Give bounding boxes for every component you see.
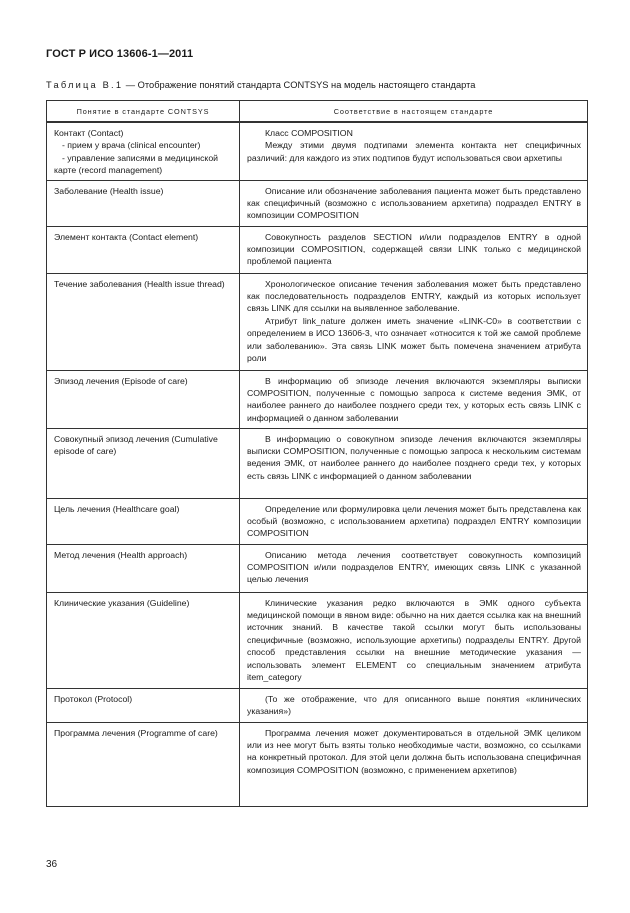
concept-cell: [47, 180, 240, 226]
concept-subitem: - управление записями в медицинской карте (record management): [54, 152, 219, 176]
concept-text: Совокупный эпизод лечения (Cumulative episode of care): [54, 433, 218, 457]
mapping-paragraph: Атрибут link_nature должен иметь значение «LINK-C0» в соответствии с определением в ИСО 13606-3, что означает «относится к той же самой проблеме или заболеванию». Эта связь LINK может быть помечена значением атрибута роли: [247, 315, 581, 364]
concept-text: Заболевание (Health issue): [54, 185, 164, 196]
table-row: [47, 498, 588, 544]
table-row: [47, 544, 588, 592]
concept-cell: [47, 226, 240, 273]
concept-text: Контакт (Contact): [54, 128, 124, 138]
concept-cell: [47, 722, 240, 806]
concept-text: Течение заболевания (Health issue thread): [54, 278, 225, 289]
table-row: [47, 180, 588, 226]
mapping-cell: [240, 180, 588, 226]
mapping-paragraph: Между этими двумя подтипами элемента контакта нет специфичных различий: для каждого из этих подтипов будут использоваться свои архетипы: [247, 140, 581, 163]
concept-text: Эпизод лечения (Episode of care): [54, 375, 188, 386]
concept-text: Протокол (Protocol): [54, 693, 133, 704]
table-row: [47, 273, 588, 370]
concept-text: Клинические указания (Guideline): [54, 597, 190, 608]
mapping-paragraph: В информацию об эпизоде лечения включаются экземпляры выписки COMPOSITION, полученные с помощью запроса к системе ведения ЭМК, от наиболее раннего до наиболее позднего среди тех, у которых есть связь LINK с информацией о данном заболевании: [247, 375, 581, 423]
concept-cell: [47, 498, 240, 544]
table-row: [47, 428, 588, 498]
concept-text: Метод лечения (Health approach): [54, 549, 188, 560]
table-row: [47, 122, 588, 180]
mapping-cell: [240, 273, 588, 370]
table-caption: [46, 80, 475, 90]
mapping-cell: [240, 544, 588, 592]
table-row: [47, 722, 588, 806]
mapping-table: [46, 100, 588, 807]
mapping-cell: [240, 122, 588, 180]
table-caption-text: — Отображение понятий стандарта CONTSYS на модель настоящего стандарта: [123, 80, 476, 90]
mapping-cell: [240, 226, 588, 273]
concept-cell: [47, 428, 240, 498]
column-header-concept: Понятие в стандарте CONTSYS: [47, 101, 240, 123]
mapping-paragraph: Класс COMPOSITION: [265, 128, 353, 138]
mapping-paragraph: Совокупность разделов SECTION и/или подразделов ENTRY в одной композиции COMPOSITION, содержащей связи LINK только с медицинской проблемой пациента: [247, 231, 581, 267]
mapping-cell: [240, 688, 588, 722]
table-header-row: [47, 101, 588, 123]
page-number: 36: [46, 859, 58, 870]
mapping-cell: [240, 370, 588, 428]
mapping-cell: [240, 498, 588, 544]
table-row: [47, 592, 588, 688]
concept-cell: [47, 592, 240, 688]
concept-cell: [47, 273, 240, 370]
document-header: ГОСТ Р ИСО 13606-1—2011: [46, 48, 194, 60]
mapping-paragraph: Хронологическое описание течения заболевания может быть представлено как последовательность подразделов ENTRY, каждый из которых использует связь LINK для ссылки на выявленное заболевание.: [247, 278, 581, 314]
mapping-cell: [240, 592, 588, 688]
mapping-paragraph: Клинические указания редко включаются в ЭМК одного субъекта медицинской помощи в явном виде: обычно на них дается ссылка как на внешний источник знаний. В качестве такой ссылки могут быть использованы специфичные (возможно, использующие архетипы) подразделы ENTRY. Другой способ представления ссылки на внешние методические указания — использовать элемент ELEMENT со специальным значением атрибута item_category: [247, 597, 581, 683]
concept-text: Программа лечения (Programme of care): [54, 727, 218, 738]
concept-subitem: - прием у врача (clinical encounter): [62, 140, 201, 151]
mapping-cell: [240, 428, 588, 498]
mapping-paragraph: Описание или обозначение заболевания пациента может быть представлено как специфичный (возможно с использованием архетипа) подраздел ENTRY в композиции COMPOSITION: [247, 185, 581, 221]
mapping-cell: [240, 722, 588, 806]
concept-text: Цель лечения (Healthcare goal): [54, 503, 180, 514]
mapping-paragraph: Программа лечения может документироваться в отдельной ЭМК целиком или из нее могут быть взяты только необходимые части, возможно, со ссылками на конкретный протокол. Для этой цели должна быть использована специфичная композиция COMPOSITION (возможно, с применением архетипов): [247, 727, 581, 775]
mapping-paragraph: В информацию о совокупном эпизоде лечения включаются экземпляры выписки COMPOSITION, полученные с помощью запроса к нескольким системам ведения ЭМК, от наиболее раннего до наиболее позднего среди тех, у которых есть связь LINK с информацией о данном заболевании: [247, 433, 581, 481]
concept-cell: [47, 122, 240, 180]
table-caption-label: Таблица В.1: [46, 80, 124, 90]
column-header-mapping: Соответствие в настоящем стандарте: [240, 101, 588, 123]
concept-cell: [47, 370, 240, 428]
table-row: [47, 688, 588, 722]
mapping-paragraph: Описанию метода лечения соответствует совокупность композиций COMPOSITION и/или подразделов ENTRY, имеющих связь LINK с указанной целью лечения: [247, 549, 581, 585]
mapping-paragraph: Определение или формулировка цели лечения может быть представлена как особый (возможно, с использованием архетипа) подраздел ENTRY композиции COMPOSITION: [247, 503, 581, 539]
concept-cell: [47, 544, 240, 592]
table-row: [47, 226, 588, 273]
concept-cell: [47, 688, 240, 722]
mapping-paragraph: (То же отображение, что для описанного выше понятия «клинических указания»): [247, 693, 581, 717]
concept-text: Элемент контакта (Contact element): [54, 231, 199, 242]
table-row: [47, 370, 588, 428]
